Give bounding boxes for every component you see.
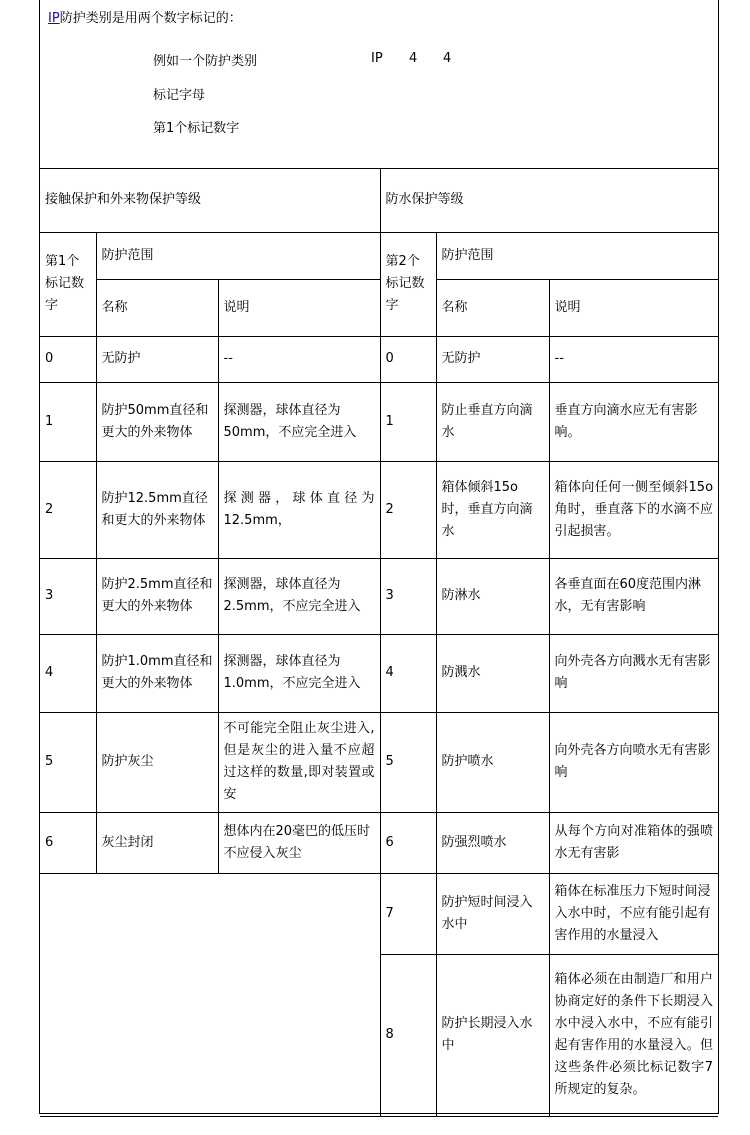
name1-cell: 防护12.5mm直径和更大的外来物体	[96, 461, 218, 558]
desc2-cell: 箱体必须在由制造厂和用户协商定好的条件下长期浸入水中浸入水中，不应有能引起有害作用的水量浸入。但这些条件必须比标记数字7所规定的复杂。	[549, 954, 718, 1116]
example-label: 例如一个防护类别	[153, 54, 258, 69]
desc2-cell: 箱体向任何一侧至倾斜15o角时，垂直落下的水滴不应引起损害。	[549, 461, 718, 558]
digit1-cell: 6	[40, 812, 96, 873]
desc2-cell: 从每个方向对准箱体的强喷水无有害影	[549, 812, 718, 873]
example-digit-1: 4	[409, 51, 418, 66]
desc1-cell: --	[218, 336, 380, 382]
name1-cell: 灰尘封闭	[96, 812, 218, 873]
digit1-cell: 5	[40, 712, 96, 812]
intro-text: 防护类别是用两个数字标记的：	[59, 11, 242, 26]
name2-cell: 防止垂直方向滴水	[436, 382, 549, 461]
range-header-left: 防护范围	[96, 232, 380, 279]
digit2-cell: 5	[380, 712, 436, 812]
name2-cell: 无防护	[436, 336, 549, 382]
name2-cell: 防淋水	[436, 558, 549, 634]
name1-cell: 无防护	[96, 336, 218, 382]
name1-cell: 防护1.0mm直径和更大的外来物体	[96, 634, 218, 712]
desc2-cell: --	[549, 336, 718, 382]
digit1-cell: 1	[40, 382, 96, 461]
desc2-cell: 各垂直面在60度范围内淋水，无有害影响	[549, 558, 718, 634]
digit2-cell: 2	[380, 461, 436, 558]
range-header-row	[40, 232, 718, 279]
desc2-cell: 箱体在标准压力下短时间浸入水中时，不应有能引起有害作用的水量浸入	[549, 873, 718, 954]
intro-line	[48, 7, 242, 26]
contact-section-title: 接触保护和外来物保护等级	[40, 169, 380, 232]
protection-table	[40, 169, 718, 1117]
digit2-cell: 4	[380, 634, 436, 712]
ip-rating-sheet	[39, 0, 719, 1114]
table-row	[40, 382, 718, 461]
digit2-cell: 0	[380, 336, 436, 382]
intro-box	[40, 0, 718, 169]
section-row	[40, 169, 718, 232]
example-digit-2: 4	[443, 51, 452, 66]
desc-header-left: 说明	[218, 279, 380, 336]
desc1-cell: 探测器，球体直径为1.0mm，不应完全进入	[218, 634, 380, 712]
name1-cell: 防护2.5mm直径和更大的外来物体	[96, 558, 218, 634]
name2-cell: 箱体倾斜15o时，垂直方向滴水	[436, 461, 549, 558]
table-row	[40, 873, 718, 954]
ip-link[interactable]: IP	[48, 11, 60, 26]
name1-cell: 防护50mm直径和更大的外来物体	[96, 382, 218, 461]
empty-contact-cell	[40, 873, 380, 1116]
desc-header-right: 说明	[549, 279, 718, 336]
digit1-cell: 2	[40, 461, 96, 558]
desc1-cell: 不可能完全阻止灰尘进入,但是灰尘的进入量不应超过这样的数量,即对装置或安	[218, 712, 380, 812]
example-ip: IP	[371, 51, 383, 66]
column-header-row	[40, 279, 718, 336]
first-digit-header: 第1个标记数字	[40, 232, 96, 336]
desc2-cell: 向外壳各方向溅水无有害影响	[549, 634, 718, 712]
water-section-title: 防水保护等级	[380, 169, 718, 232]
name2-cell: 防护长期浸入水中	[436, 954, 549, 1116]
digit2-cell: 1	[380, 382, 436, 461]
digit2-cell: 8	[380, 954, 436, 1116]
desc1-cell: 探测器，球体直径为12.5mm，	[218, 461, 380, 558]
name2-cell: 防护喷水	[436, 712, 549, 812]
name-header-left: 名称	[96, 279, 218, 336]
digit1-cell: 4	[40, 634, 96, 712]
digit2-cell: 3	[380, 558, 436, 634]
desc2-cell: 向外壳各方向喷水无有害影响	[549, 712, 718, 812]
digit2-cell: 6	[380, 812, 436, 873]
desc2-cell: 垂直方向滴水应无有害影响。	[549, 382, 718, 461]
desc1-cell: 想体内在20毫巴的低压时不应侵入灰尘	[218, 812, 380, 873]
table-row	[40, 558, 718, 634]
name-header-right: 名称	[436, 279, 549, 336]
desc1-cell: 探测器，球体直径为50mm，不应完全进入	[218, 382, 380, 461]
table-row	[40, 336, 718, 382]
desc1-cell: 探测器，球体直径为2.5mm，不应完全进入	[218, 558, 380, 634]
name2-cell: 防溅水	[436, 634, 549, 712]
table-row	[40, 461, 718, 558]
digit1-cell: 0	[40, 336, 96, 382]
second-digit-header: 第2个标记数字	[380, 232, 436, 336]
name1-cell: 防护灰尘	[96, 712, 218, 812]
mark-letter-label: 标记字母	[153, 88, 206, 103]
digit2-cell: 7	[380, 873, 436, 954]
first-digit-label: 第1个标记数字	[153, 121, 240, 136]
name2-cell: 防护短时间浸入水中	[436, 873, 549, 954]
range-header-right: 防护范围	[436, 232, 718, 279]
table-row	[40, 712, 718, 812]
digit1-cell: 3	[40, 558, 96, 634]
name2-cell: 防强烈喷水	[436, 812, 549, 873]
table-row	[40, 812, 718, 873]
table-row	[40, 634, 718, 712]
